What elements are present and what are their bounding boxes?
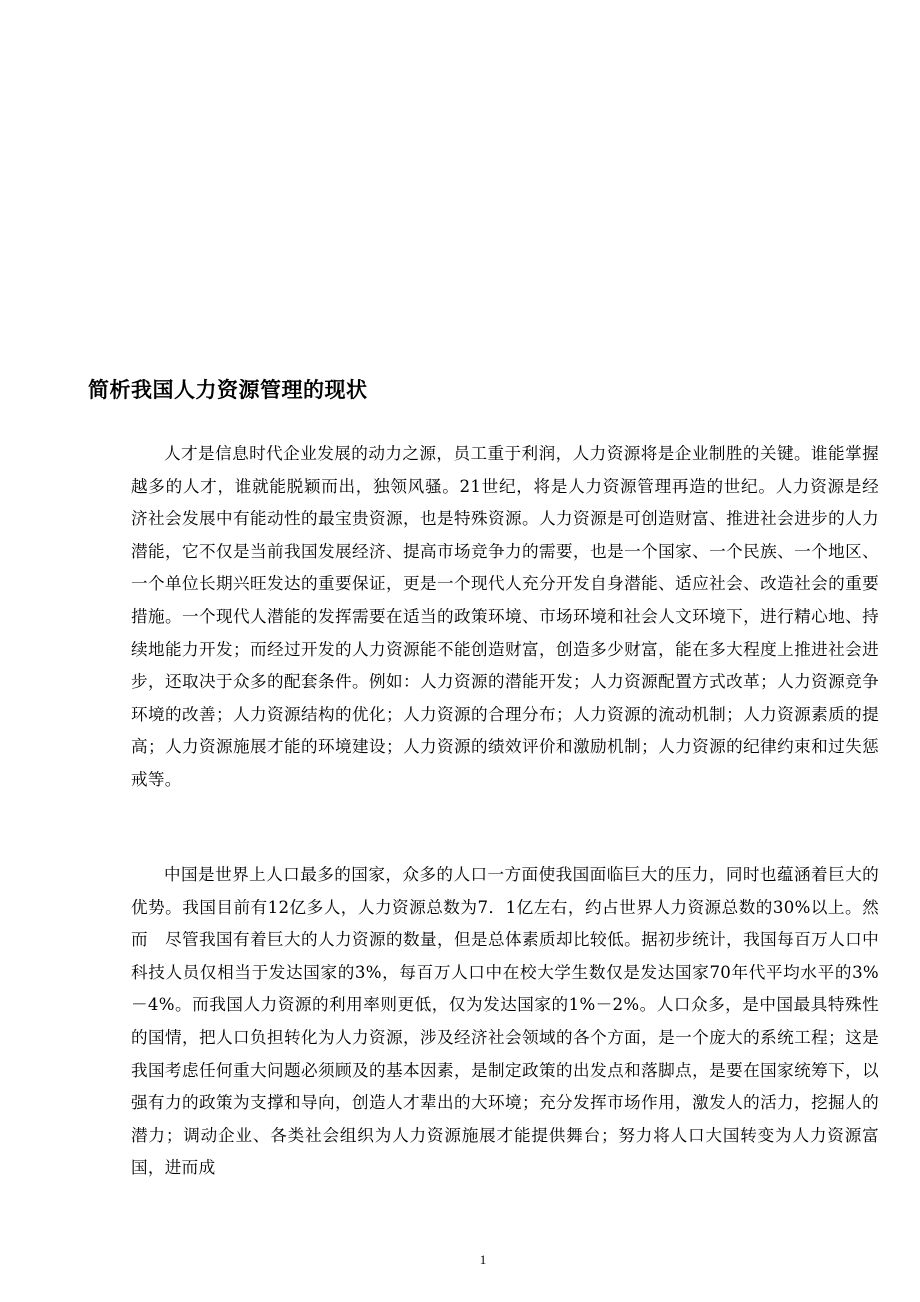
- body-paragraph-1: 人才是信息时代企业发展的动力之源，员工重于利润，人力资源将是企业制胜的关键。谁能掌握越多的人才，谁就能脱颖而出，独领风骚。21世纪，将是人力资源管理再造的世纪。人力资源是经济社会发展中有能动性的最宝贵资源，也是特殊资源。人力资源是可创造财富、推进社会进步的人力潜能，它不仅是当前我国发展经济、提高市场竞争力的需要，也是一个国家、一个民族、一个地区、一个单位长期兴旺发达的重要保证，更是一个现代人充分开发自身潜能、适应社会、改造社会的重要措施。一个现代人潜能的发挥需要在适当的政策环境、市场环境和社会人文环境下，进行精心地、持续地能力开发；而经过开发的人力资源能不能创造财富，创造多少财富，能在多大程度上推进社会进步，还取决于众多的配套条件。例如：人力资源的潜能开发；人力资源配置方式改革；人力资源竞争环境的改善；人力资源结构的优化；人力资源的合理分布；人力资源的流动机制；人力资源素质的提高；人力资源施展才能的环境建设；人力资源的绩效评价和激励机制；人力资源的纪律约束和过失惩戒等。: [131, 444, 879, 789]
- document-title: 简析我国人力资源管理的现状: [88, 378, 368, 402]
- body-paragraph-2: 中国是世界上人口最多的国家，众多的人口一方面使我国面临巨大的压力，同时也蕴涵着巨大的优势。我国目前有12亿多人，人力资源总数为7．1亿左右，约占世界人力资源总数的30%以上。然而 尽管我国有着巨大的人力资源的数量，但是总体素质却比较低。据初步统计，我国每百万人口中科技人员仅相当于发达国家的3%，每百万人口中在校大学生数仅是发达国家70年代平均水平的3%－4%。而我国人力资源的利用率则更低，仅为发达国家的1%－2%。人口众多，是中国最具特殊性的国情，把人口负担转化为人力资源，涉及经济社会领域的各个方面，是一个庞大的系统工程；这是我国考虑任何重大问题必须顾及的基本因素，是制定政策的出发点和落脚点，是要在国家统筹下，以强有力的政策为支撑和导向，创造人才辈出的大环境；充分发挥市场作用，激发人的活力，挖掘人的潜力；调动企业、各类社会组织为人力资源施展才能提供舞台；努力将人口大国转变为人力资源富国，进而成: [131, 865, 879, 1178]
- page-number: 1: [479, 1252, 487, 1267]
